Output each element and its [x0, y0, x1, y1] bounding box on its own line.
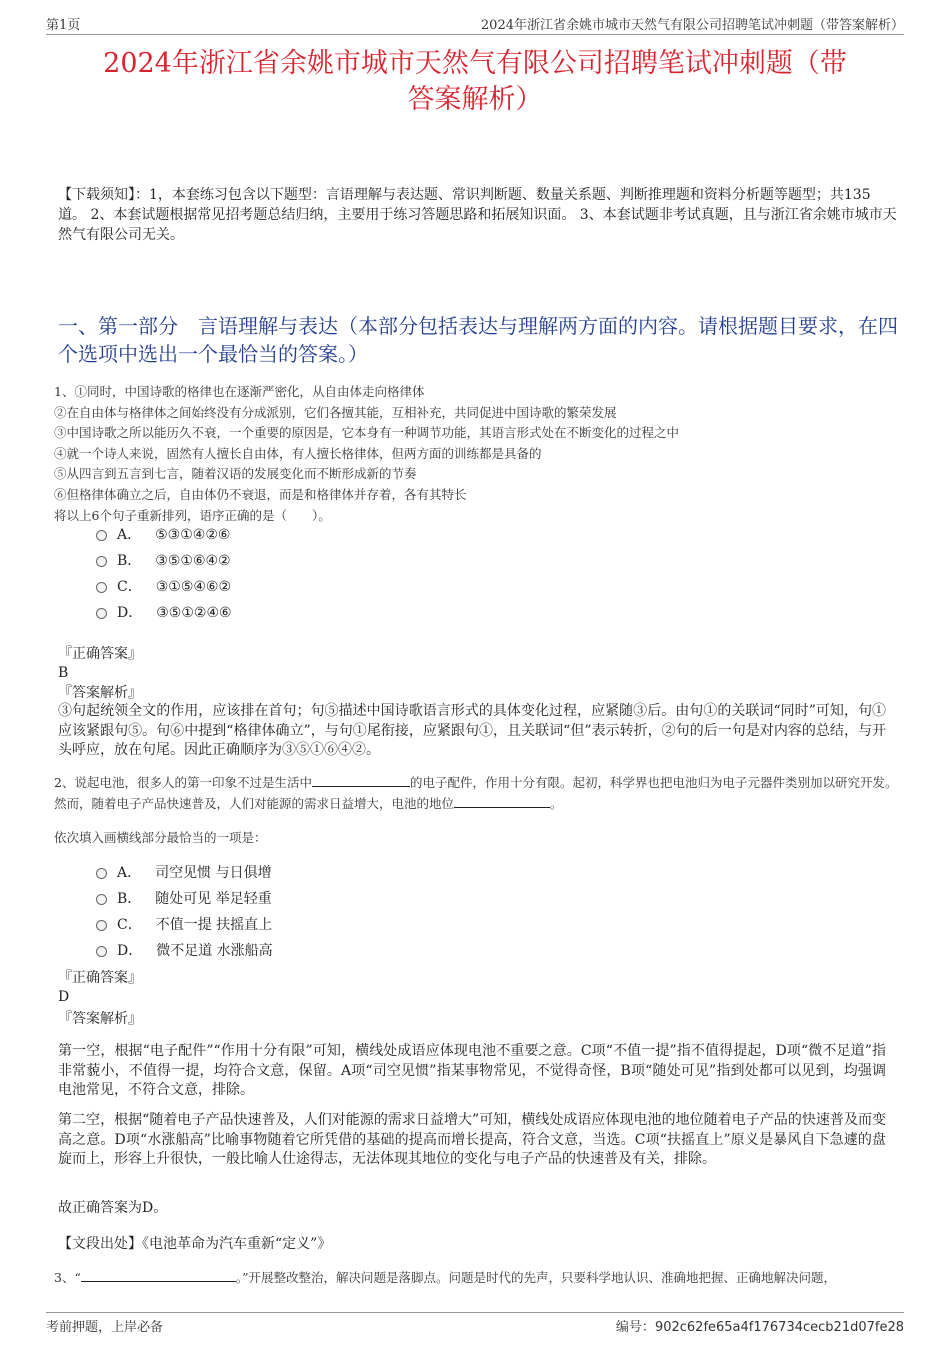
- section-heading: 一、第一部分 言语理解与表达（本部分包括表达与理解两方面的内容。请根据题目要求，在四个选项中选出一个最恰当的答案。）: [58, 314, 898, 366]
- q2-option-d[interactable]: D． 微不足道 水涨船高: [96, 938, 273, 964]
- fill-blank-2: [454, 795, 550, 808]
- q1-analysis-label: 『答案解析』: [58, 685, 142, 701]
- q1-option-c[interactable]: C． ③①⑤④⑥②: [96, 574, 232, 600]
- q2-answer: D: [58, 989, 70, 1005]
- radio-icon[interactable]: [96, 556, 107, 567]
- fill-blank-1: [312, 774, 410, 787]
- q1-option-a[interactable]: A． ⑤③①④②⑥: [96, 522, 232, 548]
- q2-analysis-para-1: 第一空，根据“电子配件”“作用十分有限”可知，横线处成语应体现电池不重要之意。C项“不值一提”指不值得提起，D项“微不足道”指非常藐小，不值得一提，均符合文意，保留。A项“司空见惯”指某事物常见，不觉得奇怪，B项“随处可见”指到处都可以见到，均强调电池常见，不符合文意，排除。: [58, 1043, 886, 1098]
- q1-line: 1、①同时，中国诗歌的格律也在逐渐严密化，从自由体走向格律体: [54, 384, 425, 399]
- q2-analysis-label: 『答案解析』: [58, 1011, 142, 1027]
- q1-line: 将以上6个句子重新排列，语序正确的是（ ）。: [54, 507, 331, 523]
- q1-line: ③中国诗歌之所以能历久不衰，一个重要的原因是，它本身有一种调节功能，其语言形式处在不断变化的过程之中: [54, 425, 680, 441]
- document-code: 902c62fe65a4f176734cecb21d07fe28: [654, 1320, 904, 1335]
- question-3: 3、“ 。”开展整改整治，解决问题是落脚点。问题是时代的先声，只要科学地认识、准确地把握、正确地解决问题，: [54, 1270, 836, 1285]
- q2-instruction: 依次填入画横线部分最恰当的一项是：: [54, 830, 267, 845]
- q2-answer-label: 『正确答案』: [58, 970, 142, 986]
- page-header: [46, 14, 904, 35]
- q1-option-d[interactable]: D． ③⑤①②④⑥: [96, 600, 232, 626]
- q1-line: ④就一个诗人来说，固然有人擅长自由体，有人擅长格律体，但两方面的训练都是具备的: [54, 445, 542, 461]
- q2-option-b[interactable]: B． 随处可见 举足轻重: [96, 886, 273, 912]
- footer-id: 编号：902c62fe65a4f176734cecb21d07fe28: [615, 1320, 904, 1335]
- title-line-1: 2024年浙江省余姚市城市天然气有限公司招聘笔试冲刺题（带: [103, 48, 847, 79]
- radio-icon[interactable]: [96, 946, 107, 957]
- radio-icon[interactable]: [96, 608, 107, 619]
- question-1: [54, 382, 899, 526]
- radio-icon[interactable]: [96, 894, 107, 905]
- q1-line: ②在自由体与格律体之间始终没有分成派别，它们各擅其能，互相补充，共同促进中国诗歌的繁荣发展: [54, 404, 617, 420]
- download-notice: 【下载须知】：1，本套练习包含以下题型：言语理解与表达题、常识判断题、数量关系题、判断推理题和资料分析题等题型；共135道。 2、本套试题根据常见招考题总结归纳，主要用于练习答题思路和拓展知识面。 3、本套试题非考试真题，且与浙江省余姚市城市天然气有限公司无关。: [58, 187, 897, 243]
- q1-option-b[interactable]: B． ③⑤①⑥④②: [96, 548, 232, 574]
- fill-blank-3: [81, 1269, 236, 1282]
- q2-option-c[interactable]: C． 不值一提 扶摇直上: [96, 912, 273, 938]
- radio-icon[interactable]: [96, 868, 107, 879]
- q1-answer-label: 『正确答案』: [58, 646, 142, 662]
- footer-slogan: 考前押题，上岸必备: [46, 1320, 164, 1335]
- q2-options: [96, 860, 273, 964]
- q2-conclusion: 故正确答案为D。: [58, 1200, 168, 1216]
- q1-line: ⑥但格律体确立之后，自由体仍不衰退，而是和格律体并存着，各有其特长: [54, 486, 467, 502]
- q1-analysis: ③句起统领全文的作用，应该排在首句；句⑤描述中国诗歌语言形式的具体变化过程，应紧随③后。由句①的关联词“同时”可知，句①应该紧跟句⑤。句⑥中提到“格律体确立”，与句①尾衔接，应紧跟句①，且关联词“但”表示转折，②句的后一句是对内容的总结，与开头呼应，放在句尾。因此正确顺序为③⑤①⑥④②。: [58, 703, 886, 758]
- radio-icon[interactable]: [96, 530, 107, 541]
- radio-icon[interactable]: [96, 920, 107, 931]
- q1-answer: B: [58, 665, 69, 681]
- q2-analysis-para-2: 第二空，根据“随着电子产品快速普及，人们对能源的需求日益增大”可知，横线处成语应体现电池的地位随着电子产品的快速普及而变高之意。D项“水涨船高”比喻事物随着它所凭借的基础的提高而增长提高，符合文意，当选。C项“扶摇直上”原义是暴风自下急遽的盘旋而上，形容上升很快，一般比喻人仕途得志，无法体现其地位的变化与电子产品的快速普及有关，排除。: [58, 1112, 886, 1167]
- q1-line: ⑤从四言到五言到七言，随着汉语的发展变化而不断形成新的节奏: [54, 466, 417, 482]
- header-doc-title: 2024年浙江省余姚市城市天然气有限公司招聘笔试冲刺题（带答案解析）: [480, 18, 904, 33]
- page-footer: [46, 1312, 904, 1335]
- question-2: 2、说起电池，很多人的第一印象不过是生活中 的电子配件，作用十分有限。起初，科学界也把电池归为电子元器件类别加以研究开发。然而，随着电子产品快速普及，人们对能源的需求日益增大，电池的地位 。: [54, 775, 898, 811]
- q2-option-a[interactable]: A． 司空见惯 与日俱增: [96, 860, 273, 886]
- q1-options: [96, 522, 232, 626]
- page-number: 第1页: [46, 18, 81, 33]
- radio-icon[interactable]: [96, 582, 107, 593]
- title-line-2: 答案解析）: [407, 84, 543, 115]
- q2-source: 【文段出处】《电池革命为汽车重新“定义”》: [58, 1236, 332, 1252]
- document-title: [40, 46, 910, 118]
